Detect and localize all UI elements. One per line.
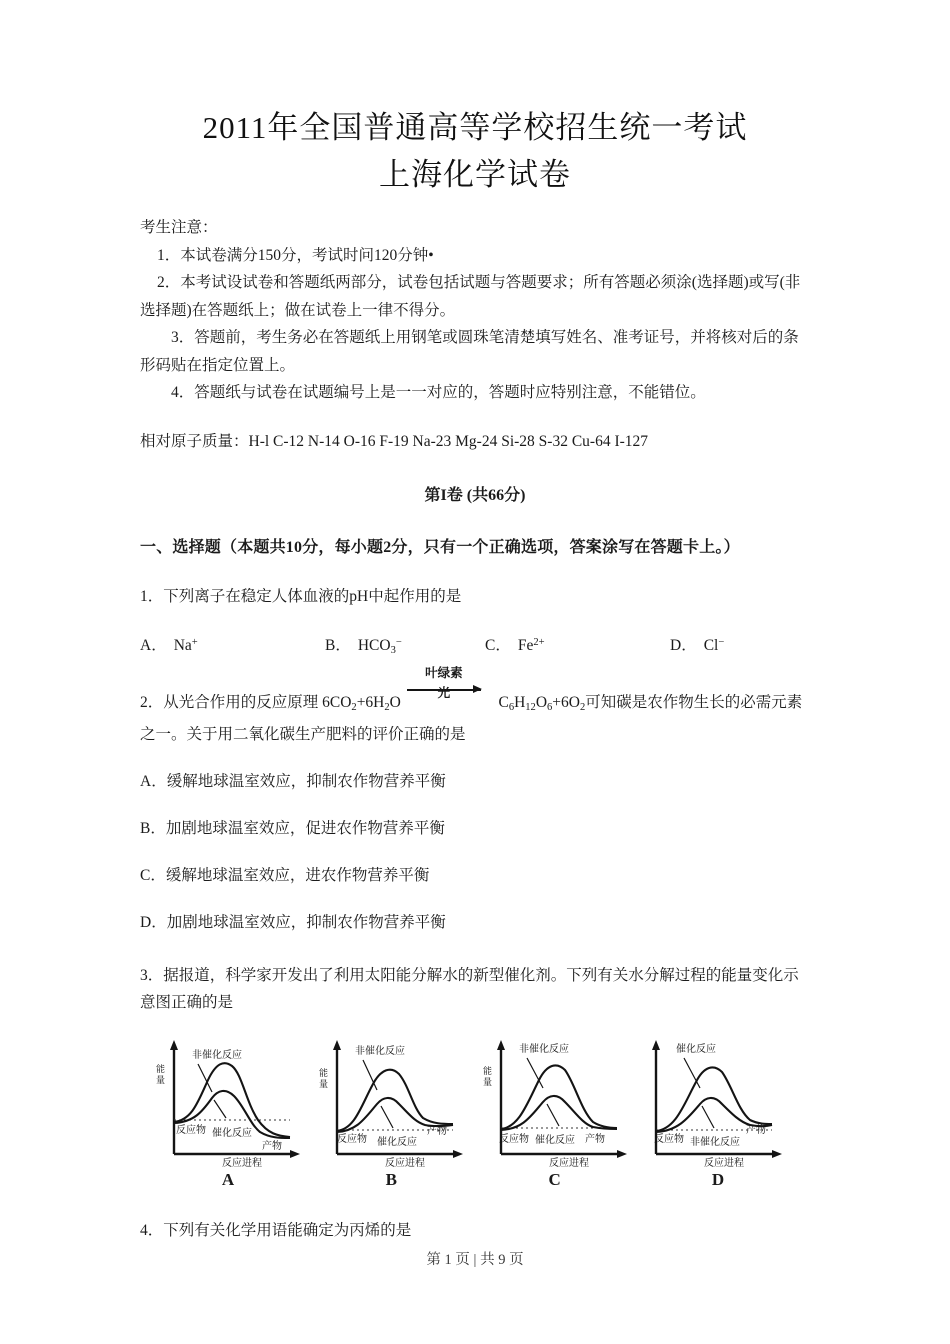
question-4-stem: 4．下列有关化学用语能确定为丙烯的是 xyxy=(140,1222,412,1240)
energy-diagram-b xyxy=(311,1032,471,1193)
product-label-d: 产物 xyxy=(745,1125,766,1137)
lower-curve-label-d: 非催化反应 xyxy=(689,1137,740,1149)
energy-diagram-d-svg xyxy=(638,1032,798,1168)
option-c-formula: $Fe^{2+}$ xyxy=(517,636,545,654)
svg-text:量: 量 xyxy=(156,1075,166,1086)
reactant-label-a: 反应物 xyxy=(176,1125,206,1137)
y-axis-label-a: 能 xyxy=(156,1064,166,1075)
figure-caption-c: C xyxy=(548,1170,561,1190)
reactant-label-d: 反应物 xyxy=(653,1134,684,1146)
page-footer: 第 1 页 | 共 9 页 xyxy=(426,1252,524,1268)
energy-diagram-c xyxy=(475,1032,635,1193)
upper-curve-label-b: 非催化反应 xyxy=(355,1046,406,1058)
question-2-option-a: A．缓解地球温室效应，抑制农作物营养平衡 xyxy=(140,773,446,791)
y-axis-label-b: 能 xyxy=(319,1068,329,1079)
page-title xyxy=(140,0,810,198)
question-1-option-a xyxy=(140,630,325,664)
stem-mid: +6H xyxy=(356,694,385,712)
figure-caption-a: A xyxy=(221,1170,235,1190)
upper-curve-label-c: 非催化反应 xyxy=(518,1044,569,1056)
question-2-options xyxy=(140,769,810,936)
svg-text:量: 量 xyxy=(482,1077,492,1088)
reactant-label-b: 反应物 xyxy=(337,1134,368,1146)
energy-diagram-group xyxy=(140,1032,810,1193)
energy-diagram-b-svg xyxy=(311,1032,471,1168)
energy-diagram-d xyxy=(638,1032,798,1193)
product-label-c: 产物 xyxy=(584,1134,605,1146)
question-2-option-d: D．加剧地球温室效应，抑制农作物营养平衡 xyxy=(140,914,446,932)
question-1-stem: 1．下列离子在稳定人体血液的pH中起作用的是 xyxy=(140,587,462,605)
upper-curve-label-a: 非催化反应 xyxy=(192,1050,242,1062)
energy-diagram-a-svg xyxy=(148,1032,308,1168)
question-2-option-c: C．缓解地球温室效应，进农作物营养平衡 xyxy=(140,867,430,885)
lower-curve-label-a: 催化反应 xyxy=(212,1128,252,1140)
option-d-formula: Cl− xyxy=(703,636,725,654)
arrow-below-label: 光 xyxy=(437,686,451,701)
product-label-b: 产物 xyxy=(427,1126,448,1138)
notice-item-1: 1．本试卷满分150分，考试时问120分钟• xyxy=(157,246,434,264)
question-2 xyxy=(140,666,810,936)
question-1-option-b xyxy=(325,630,485,664)
x-axis-label-d: 反应进程 xyxy=(703,1158,744,1169)
section-one-header: 一、选择题（本题共10分，每小题2分，只有一个正确选项，答案涂写在答题卡上。） xyxy=(140,538,740,556)
lower-curve-label-c: 催化反应 xyxy=(534,1135,575,1147)
option-a-label: A． xyxy=(140,636,167,654)
x-axis-label-b: 反应进程 xyxy=(385,1158,426,1169)
atomic-masses-line: 相对原子质量：H-l C-12 N-14 O-16 F-19 Na-23 Mg-24 Si-28 S-32 Cu-64 I-127 xyxy=(140,432,649,450)
volume-header: 第I卷 (共66分) xyxy=(424,486,526,504)
notice-item-3: 3．答题前，考生务必在答题纸上用钢笔或圆珠笔清楚填写姓名、准考证号，并将核对后的条形码贴在指定位置上。 xyxy=(140,329,799,374)
option-d-label: D． xyxy=(670,636,697,654)
reactant-label-c: 反应物 xyxy=(498,1134,529,1146)
lower-curve-label-b: 催化反应 xyxy=(377,1137,418,1149)
option-b-label: B． xyxy=(325,636,351,654)
question-1-options xyxy=(140,630,810,664)
question-3 xyxy=(140,962,810,1193)
question-2-stem-suffix: 可知碳是农作物生长的必需元素之一。关于用二氧化碳生产肥料的评价正确的是 xyxy=(140,694,803,744)
option-a-formula: Na+ xyxy=(173,636,198,654)
option-c-label: C． xyxy=(485,636,511,654)
question-1 xyxy=(140,583,810,664)
question-2-stem-prefix: 2．从光合作用的反应原理 6CO xyxy=(140,694,352,712)
product-label-a: 产物 xyxy=(262,1141,282,1153)
figure-caption-d: D xyxy=(711,1170,725,1190)
question-2-option-b: B．加剧地球温室效应，促进农作物营养平衡 xyxy=(140,820,445,838)
y-axis-label-c: 能 xyxy=(482,1066,492,1077)
x-axis-label-c: 反应进程 xyxy=(548,1158,589,1169)
question-3-stem: 3．据报道，科学家开发出了利用太阳能分解水的新型催化剂。下列有关水分解过程的能量变化示意图正确的是 xyxy=(140,967,799,1012)
energy-diagram-a xyxy=(148,1032,308,1193)
question-4 xyxy=(140,1217,810,1244)
upper-curve-label-d: 催化反应 xyxy=(675,1044,716,1056)
notice-item-2: 2．本考试设试卷和答题纸两部分，试卷包括试题与答题要求；所有答题必须涂(选择题)或写(非选择题)在答题纸上；做在试卷上一律不得分。 xyxy=(140,274,801,319)
energy-diagram-c-svg xyxy=(475,1032,635,1168)
question-1-option-d xyxy=(670,630,810,664)
notice-lead: 考生注意： xyxy=(140,219,218,236)
stem-mid2: O xyxy=(389,694,401,712)
question-1-option-c xyxy=(485,630,670,664)
candidate-notice xyxy=(140,214,810,407)
figure-caption-b: B xyxy=(385,1170,397,1190)
title-line-1: 2011年全国普通高等学校招生统一考试 xyxy=(202,110,748,145)
svg-text:量: 量 xyxy=(319,1079,329,1090)
option-b-formula: $HCO_3^-$ xyxy=(357,636,402,656)
notice-item-4: 4．答题纸与试卷在试题编号上是一一对应的，答题时应特别注意，不能错位。 xyxy=(171,384,706,401)
x-axis-label-a: 反应进程 xyxy=(222,1158,262,1169)
title-line-2: 上海化学试卷 xyxy=(379,157,571,192)
arrow-above-label: 叶绿素 xyxy=(425,666,463,681)
question-2-stem: 2．从光合作用的反应原理 $6CO_2+6H_2O$ 叶绿素 光 $C_6H_{12}O_6+6O_2$可知碳是农作物生长的必需元素之一。关于用二氧化碳生产肥料的评价正确的是 xyxy=(140,689,810,748)
